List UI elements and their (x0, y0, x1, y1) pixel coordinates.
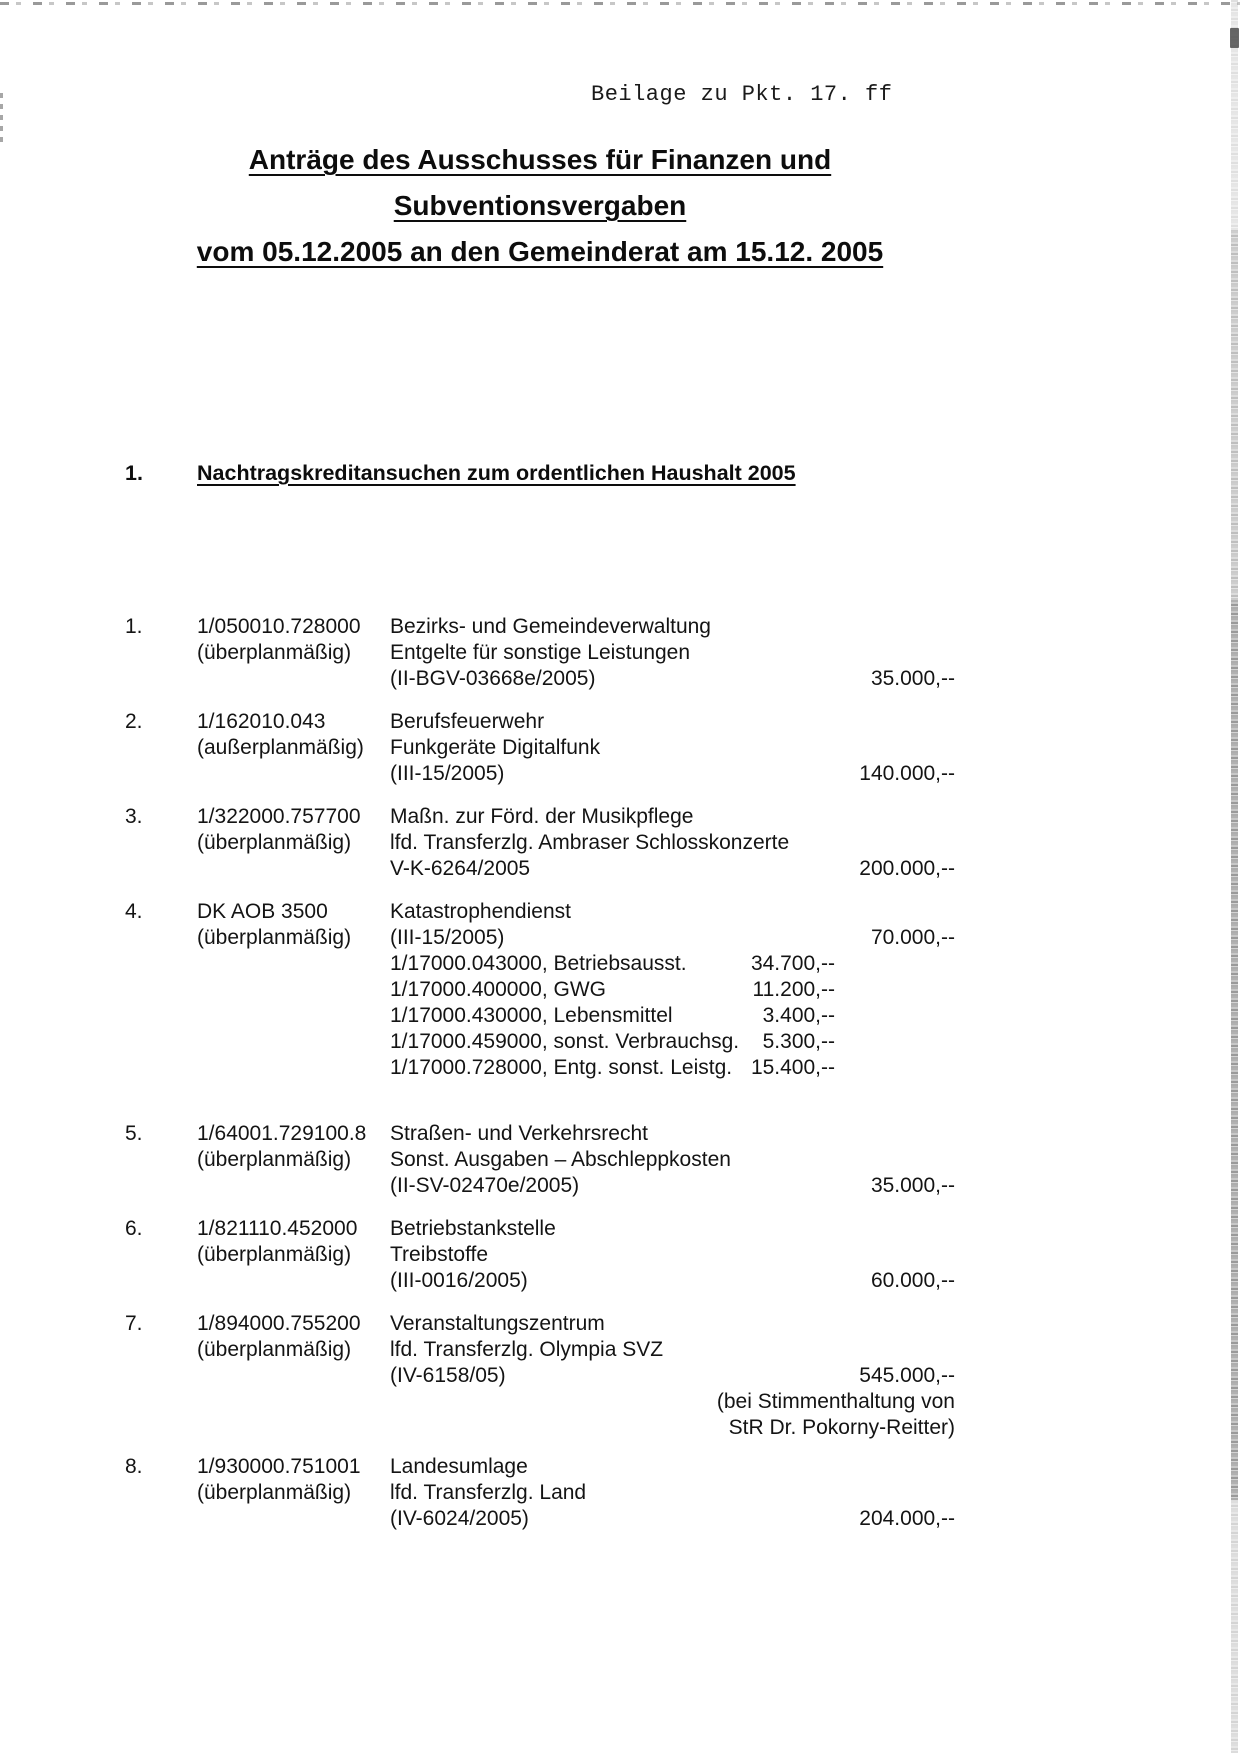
item-line (390, 640, 955, 666)
item-description: lfd. Transferzlg. Land (390, 1481, 587, 1504)
item-line (390, 830, 955, 856)
item-reference: (III-15/2005) (390, 926, 505, 949)
corner-note: Beilage zu Pkt. 17. ff (591, 82, 893, 107)
item-description: Treibstoffe (390, 1243, 489, 1266)
item-description: Berufsfeuerwehr (390, 710, 545, 733)
item-reference: (II-SV-02470e/2005) (390, 1174, 580, 1197)
item-line (390, 1480, 955, 1506)
item-line (390, 709, 955, 735)
item-reference: (III-0016/2005) (390, 1269, 528, 1292)
item-number: 6. (125, 1217, 143, 1240)
scan-artifact-right-edge (1231, 230, 1238, 600)
sub-amount: 5.300,-- (762, 1030, 835, 1053)
item-description: Maßn. zur Förd. der Musikpflege (390, 805, 694, 828)
item-account-cell (197, 1454, 390, 1532)
item-line (390, 1311, 955, 1337)
scan-artifact-right-edge (1231, 1500, 1238, 1753)
item-line (390, 666, 955, 692)
document-title-line1: Anträge des Ausschusses für Finanzen und Subventionsvergaben (248, 144, 832, 221)
item-account-cell (197, 899, 390, 1081)
item-subline (390, 977, 835, 1003)
item-amount: 70.000,-- (870, 926, 955, 949)
item-description: lfd. Transferzlg. Ambraser Schlosskonzerte (390, 831, 790, 854)
item-account: 1/050010.728000 (197, 615, 361, 638)
item-description: Landesumlage (390, 1455, 528, 1478)
item-line (390, 1173, 955, 1199)
item-account-cell (197, 804, 390, 882)
item-number: 5. (125, 1122, 143, 1145)
item-line (390, 1506, 955, 1532)
sub-amount: 11.200,-- (752, 978, 835, 1001)
item-account-cell (197, 1121, 390, 1199)
item-description: Betriebstankstelle (390, 1217, 556, 1240)
item-line (390, 925, 955, 951)
list-item (125, 1216, 955, 1294)
item-number: 7. (125, 1312, 143, 1335)
list-item (125, 709, 955, 787)
section-heading-row (125, 461, 955, 486)
list-item (125, 614, 955, 692)
item-account: 1/64001.729100.8 (197, 1122, 367, 1145)
item-amount: 545.000,-- (859, 1364, 955, 1387)
item-description: Bezirks- und Gemeindeverwaltung (390, 615, 711, 638)
item-number: 8. (125, 1455, 143, 1478)
item-amount: 200.000,-- (859, 857, 955, 880)
list-item (125, 804, 955, 882)
item-reference: (II-BGV-03668e/2005) (390, 667, 596, 690)
list-item (125, 1311, 955, 1441)
item-description: Veranstaltungszentrum (390, 1312, 605, 1335)
item-account: 1/162010.043 (197, 710, 326, 733)
item-line (390, 735, 955, 761)
item-qualifier: (außerplanmäßig) (197, 736, 364, 759)
item-amount: 35.000,-- (870, 1174, 955, 1197)
item-description: Sonst. Ausgaben – Abschleppkosten (390, 1148, 731, 1171)
item-description-cell (390, 1454, 955, 1532)
item-reference: (IV-6158/05) (390, 1364, 506, 1387)
item-description-cell (390, 804, 955, 882)
item-account: 1/821110.452000 (197, 1217, 358, 1240)
item-description: Straßen- und Verkehrsrecht (390, 1122, 648, 1145)
item-description: lfd. Transferzlg. Olympia SVZ (390, 1338, 664, 1361)
item-qualifier: (überplanmäßig) (197, 1243, 352, 1266)
item-reference: (III-15/2005) (390, 762, 505, 785)
item-account-cell (197, 614, 390, 692)
sub-account: 1/17000.400000, GWG (390, 978, 606, 1001)
item-line (390, 1268, 955, 1294)
item-description: Funkgeräte Digitalfunk (390, 736, 601, 759)
item-number: 4. (125, 900, 143, 923)
item-description: Katastrophendienst (390, 900, 571, 923)
item-description-cell (390, 899, 955, 1081)
item-number: 2. (125, 710, 143, 733)
item-line (390, 1337, 955, 1363)
sub-amount: 3.400,-- (762, 1004, 835, 1027)
item-amount: 204.000,-- (859, 1507, 955, 1530)
sub-account: 1/17000.430000, Lebensmittel (390, 1004, 673, 1027)
item-line (390, 1454, 955, 1480)
item-line (390, 856, 955, 882)
scan-artifact-right-edge (1231, 600, 1238, 1500)
item-subline (390, 951, 835, 977)
item-line (390, 899, 955, 925)
item-reference: (IV-6024/2005) (390, 1507, 529, 1530)
sub-amount: 34.700,-- (750, 952, 835, 975)
item-qualifier: (überplanmäßig) (197, 1148, 352, 1171)
abstention-note (390, 1389, 955, 1441)
sub-account: 1/17000.043000, Betriebsausst. (390, 952, 687, 975)
item-account: 1/930000.751001 (197, 1455, 361, 1478)
sub-account: 1/17000.459000, sonst. Verbrauchsg. (390, 1030, 740, 1053)
item-qualifier: (überplanmäßig) (197, 641, 352, 664)
scan-artifact-blob (1230, 28, 1239, 48)
item-description-cell (390, 614, 955, 692)
item-line (390, 761, 955, 787)
item-description-cell (390, 1121, 955, 1199)
section-heading: Nachtragskreditansuchen zum ordentlichen Haushalt 2005 (197, 461, 796, 485)
item-account-cell (197, 1216, 390, 1294)
item-line (390, 804, 955, 830)
scan-artifact-left-edge (0, 92, 3, 142)
item-account-cell (197, 709, 390, 787)
item-subline (390, 1055, 835, 1081)
item-description: Entgelte für sonstige Leistungen (390, 641, 691, 664)
item-line (390, 1216, 955, 1242)
item-qualifier: (überplanmäßig) (197, 1338, 352, 1361)
item-qualifier: (überplanmäßig) (197, 926, 352, 949)
item-subline (390, 1029, 835, 1055)
abstention-note-line: (bei Stimmenthaltung von (716, 1390, 955, 1413)
document-title (125, 137, 955, 275)
sub-amount: 15.400,-- (750, 1056, 835, 1079)
item-subline (390, 1003, 835, 1029)
item-qualifier: (überplanmäßig) (197, 831, 352, 854)
document-content (125, 0, 955, 1532)
item-description-cell (390, 709, 955, 787)
item-account: 1/894000.755200 (197, 1312, 361, 1335)
list-item (125, 1454, 955, 1532)
item-qualifier: (überplanmäßig) (197, 1481, 352, 1504)
item-line (390, 1242, 955, 1268)
item-account-cell (197, 1311, 390, 1441)
item-line (390, 1363, 955, 1389)
item-reference: V-K-6264/2005 (390, 857, 531, 880)
item-description-cell (390, 1311, 955, 1441)
item-amount: 140.000,-- (859, 762, 955, 785)
list-item (125, 1121, 955, 1199)
document-title-line2: vom 05.12.2005 an den Gemeinderat am 15.12. 2005 (196, 236, 884, 267)
item-line (390, 1121, 955, 1147)
sub-account: 1/17000.728000, Entg. sonst. Leistg. (390, 1056, 733, 1079)
item-account: DK AOB 3500 (197, 900, 328, 923)
item-number: 3. (125, 805, 143, 828)
item-amount: 35.000,-- (870, 667, 955, 690)
item-number: 1. (125, 615, 143, 638)
item-line (390, 614, 955, 640)
item-account: 1/322000.757700 (197, 805, 361, 828)
abstention-note-line: StR Dr. Pokorny-Reitter) (728, 1416, 955, 1439)
list-item (125, 899, 955, 1081)
item-amount: 60.000,-- (870, 1269, 955, 1292)
section-number: 1. (125, 461, 143, 485)
item-line (390, 1147, 955, 1173)
item-description-cell (390, 1216, 955, 1294)
credit-request-list (125, 614, 955, 1532)
